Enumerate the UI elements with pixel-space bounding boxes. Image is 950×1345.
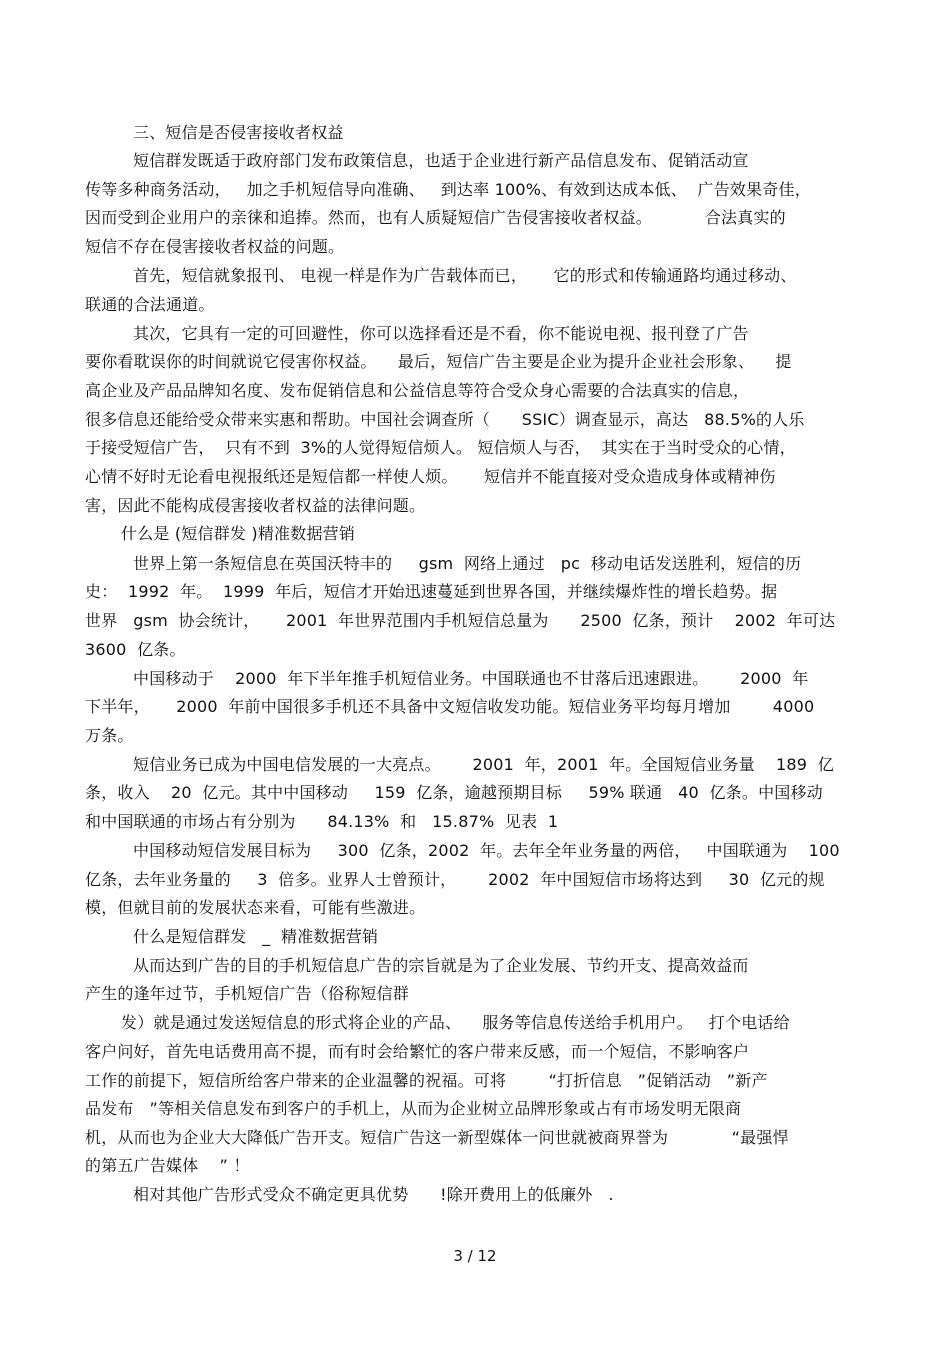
text-line: 相对其他广告形式受众不确定更具优势 !除开费用上的低廉外 . xyxy=(133,1185,614,1204)
page-number: 3 / 12 xyxy=(453,1247,497,1265)
text-line: 品发布 ”等相关信息发布到客户的手机上，从而为企业树立品牌形象或占有市场发明无限商 xyxy=(85,1099,742,1118)
text-line: 产生的逢年过节，手机短信广告（俗称短信群 xyxy=(85,984,410,1003)
text-line: 其次，它具有一定的可回避性，你可以选择看还是不看，你不能说电视、报刊登了广告 xyxy=(133,324,749,343)
text-line: 害，因此不能构成侵害接收者权益的法律问题。 xyxy=(85,496,426,515)
text-line: 亿条，去年业务量的 3 倍多。业界人士曾预计， 2002 年中国短信市场将达到 30 亿元的规 xyxy=(85,870,825,889)
text-line: 传等多种商务活动， 加之手机短信导向准确、 到达率 100%、有效到达成本低、 广告效果奇佳， xyxy=(85,180,811,199)
text-line: 短信群发既适于政府部门发布政策信息，也适于企业进行新产品信息发布、促销活动宣 xyxy=(133,151,749,170)
text-line: 中国移动于 2000 年下半年推手机短信业务。中国联通也不甘落后迅速跟进。 2000 年 xyxy=(133,669,809,688)
text-line: 史： 1992 年。 1999 年后，短信才开始迅速蔓延到世界各国，并继续爆炸性的增长趋势。据 xyxy=(85,582,778,601)
text-line: 中国移动短信发展目标为 300 亿条，2002 年。去年全年业务量的两倍， 中国联通为 100 xyxy=(133,841,840,860)
text-line: 短信不存在侵害接收者权益的问题。 xyxy=(85,237,345,256)
text-line: 很多信息还能给受众带来实惠和帮助。中国社会调查所（ SSIC）调查显示，高达 88.5%的人乐 xyxy=(85,410,805,429)
section-heading: 什么是短信群发 _ 精准数据营销 xyxy=(133,927,379,946)
section-heading: 什么是 (短信群发 )精准数据营销 xyxy=(121,524,356,543)
text-line: 模，但就目前的发展状态来看，可能有些激进。 xyxy=(85,898,426,917)
section-heading: 三、短信是否侵害接收者权益 xyxy=(133,123,344,142)
text-line: 从而达到广告的目的手机短信息广告的宗旨就是为了企业发展、节约开支、提高效益而 xyxy=(133,956,749,975)
text-line: 和中国联通的市场占有分别为 84.13% 和 15.87% 见表 1 xyxy=(85,812,559,831)
text-line: 万条。 xyxy=(85,726,134,745)
text-line: 短信业务已成为中国电信发展的一大亮点。 2001 年，2001 年。全国短信业务量 189 亿 xyxy=(133,755,834,774)
text-line: 下半年， 2000 年前中国很多手机还不具备中文短信收发功能。短信业务平均每月增加 4000 xyxy=(85,697,815,716)
text-line: 发）就是通过发送短信息的形式将企业的产品、 服务等信息传送给手机用户。 打个电话给 xyxy=(121,1013,790,1032)
text-line: 世界 gsm 协会统计， 2001 年世界范围内手机短信总量为 2500 亿条，预计 2002 年可达 xyxy=(85,611,836,630)
text-line: 机，从而也为企业大大降低广告开支。短信广告这一新型媒体一问世就被商界誉为 “最强悍 xyxy=(85,1128,789,1147)
text-line: 工作的前提下，短信所给客户带来的企业温馨的祝福。可将 “打折信息 ”促销活动 ”新产 xyxy=(85,1071,768,1090)
text-line: 条，收入 20 亿元。其中中国移动 159 亿条，逾越预期目标 59% 联通 40 亿条。中国移动 xyxy=(85,783,823,802)
text-line: 客户问好，首先电话费用高不提，而有时会给繁忙的客户带来反感，而一个短信，不影响客户 xyxy=(85,1042,750,1061)
text-line: 联通的合法通道。 xyxy=(85,295,215,314)
text-line: 首先，短信就象报刊、 电视一样是作为广告载体而已， 它的形式和传输通路均通过移动、 xyxy=(133,266,797,285)
text-line: 高企业及产品品牌知名度、发布促销信息和公益信息等符合受众身心需要的合法真实的信息， xyxy=(85,381,750,400)
text-line: 心情不好时无论看电视报纸还是短信都一样使人烦。 短信并不能直接对受众造成身体或精神伤 xyxy=(85,467,776,486)
text-line: 3600 亿条。 xyxy=(85,640,186,659)
text-line: 的第五广告媒体 ” ！ xyxy=(85,1156,250,1175)
text-line: 因而受到企业用户的亲徕和追捧。然而，也有人质疑短信广告侵害接收者权益。 合法真实的 xyxy=(85,208,786,227)
text-line: 于接受短信广告， 只有不到 3%的人觉得短信烦人。 短信烦人与否， 其实在于当时受众的心情， xyxy=(85,438,796,457)
text-line: 要你看耽误你的时间就说它侵害你权益。 最后，短信广告主要是企业为提升企业社会形象、 提 xyxy=(85,352,792,371)
text-line: 世界上第一条短信息在英国沃特丰的 gsm 网络上通过 pc 移动电话发送胜利，短信的历 xyxy=(133,554,802,573)
